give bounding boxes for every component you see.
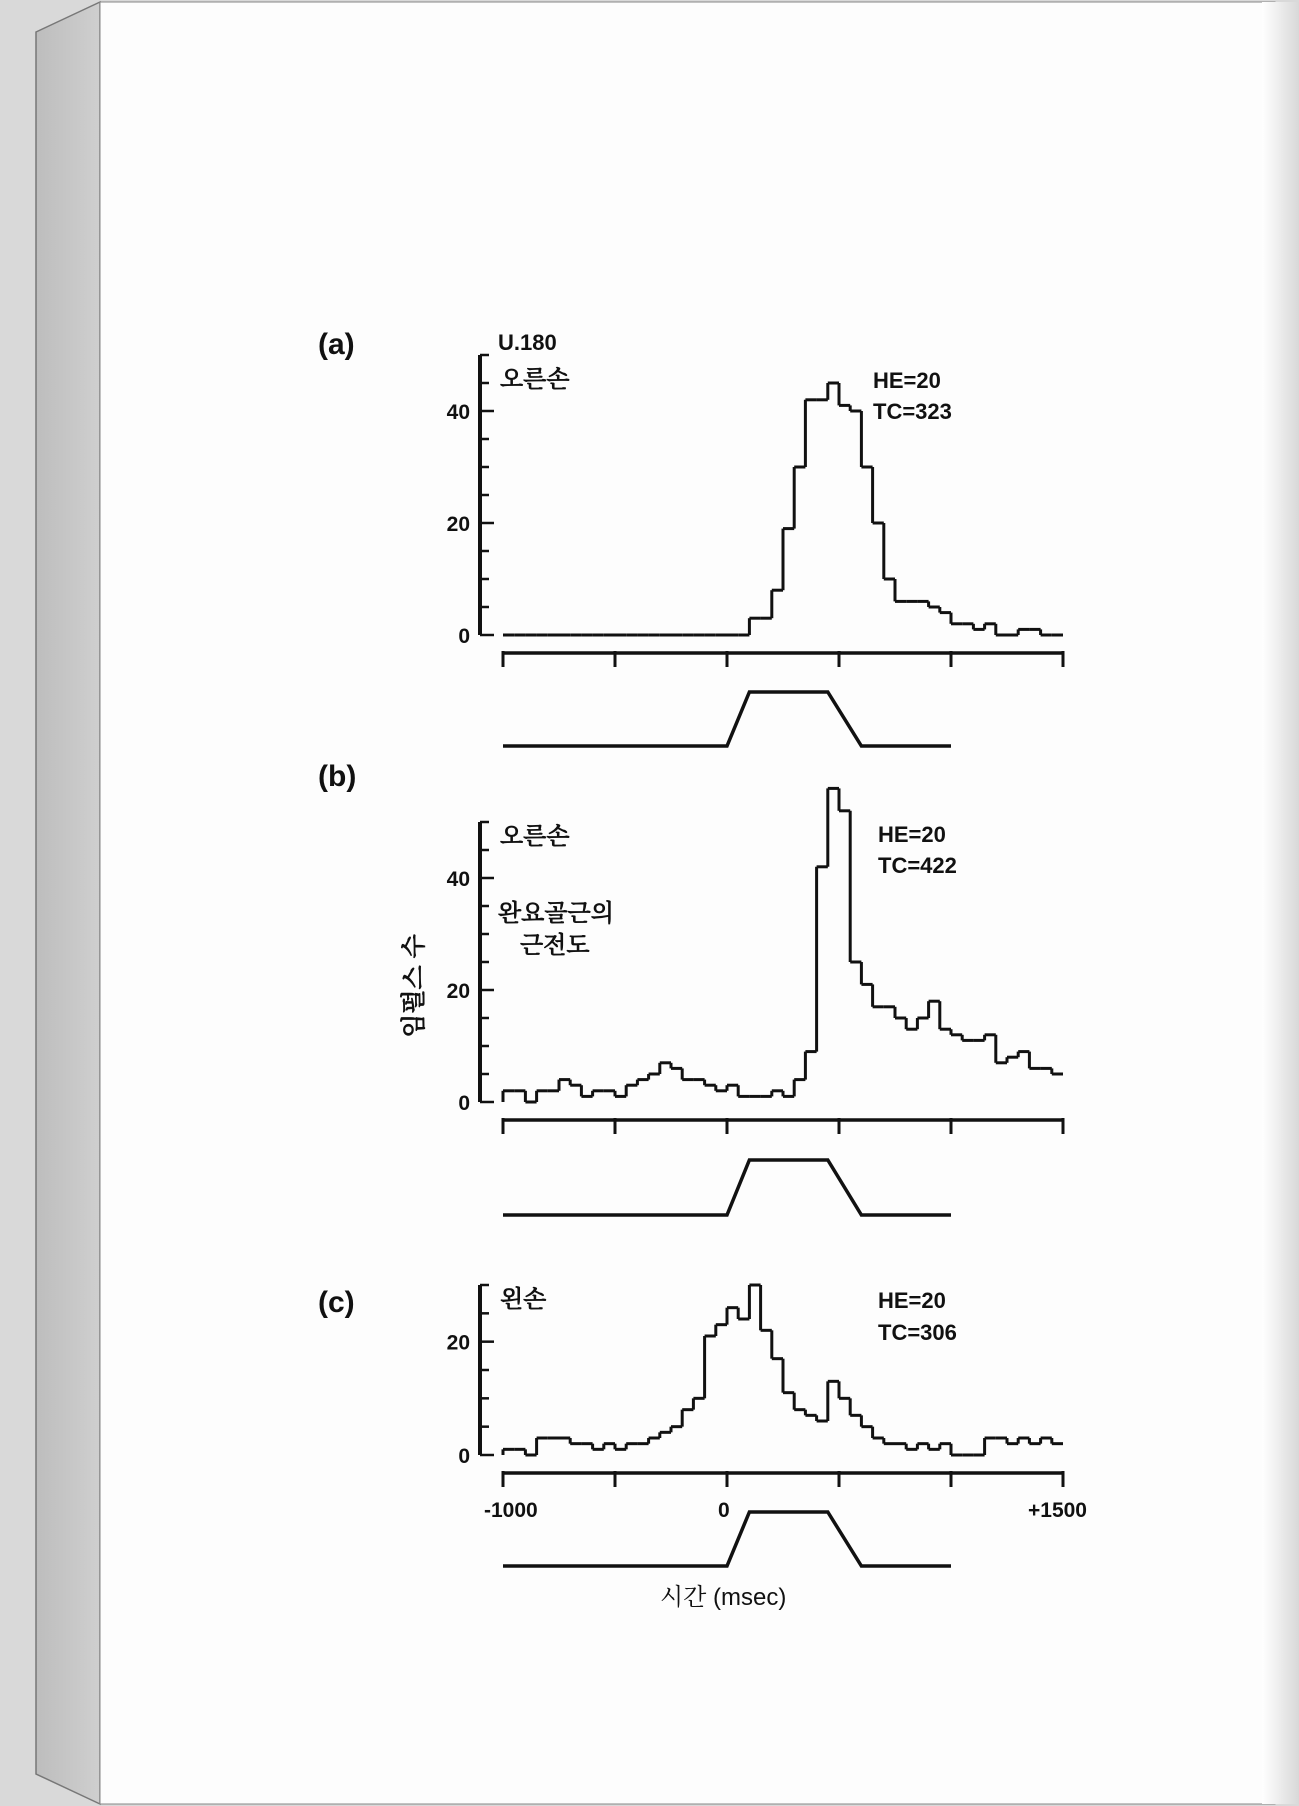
panel-0-y-tick-label: 0	[458, 625, 470, 648]
panel-0-y-tick-label: 20	[446, 513, 470, 536]
panel-a-stat-tc: TC=323	[873, 399, 952, 424]
panel-a-hand-label: 오른손	[500, 366, 570, 393]
panel-c-letter: (c)	[318, 1286, 355, 1319]
panel-b-hand-label: 오른손	[500, 823, 570, 850]
panel-1-y-tick-label: 0	[458, 1092, 470, 1115]
book-spine	[36, 2, 100, 1804]
x-tick-label-zero: 0	[718, 1499, 730, 1522]
panel-0-y-tick-label: 40	[446, 401, 470, 424]
panel-c-stat-he: HE=20	[878, 1288, 946, 1313]
panel-b-muscle-label-line1: 완요골근의	[498, 900, 614, 927]
panel-1-y-tick-label: 20	[446, 980, 470, 1003]
panel-c-hand-label: 왼손	[500, 1286, 547, 1313]
panel-a-unit-label: U.180	[498, 330, 557, 355]
panel-b-muscle-label-line2: 근전도	[520, 932, 590, 959]
page-right-edge	[1262, 2, 1299, 1804]
x-tick-label-max: +1500	[1028, 1499, 1087, 1522]
y-axis-label: 임펄스 수	[400, 934, 428, 1038]
x-tick-label-min: -1000	[484, 1499, 538, 1522]
panel-b-stat-he: HE=20	[878, 822, 946, 847]
panel-a-letter: (a)	[318, 328, 355, 361]
panel-b-letter: (b)	[318, 760, 357, 793]
x-axis-label: 시간 (msec)	[660, 1584, 787, 1611]
panel-a-stat-he: HE=20	[873, 368, 941, 393]
panel-c-stat-tc: TC=306	[878, 1320, 957, 1345]
page-sheet	[100, 2, 1275, 1804]
panel-b-stat-tc: TC=422	[878, 853, 957, 878]
panel-2-y-tick-label: 20	[446, 1331, 470, 1355]
panel-1-y-tick-label: 40	[446, 868, 470, 891]
panel-2-y-tick-label: 0	[458, 1445, 470, 1468]
